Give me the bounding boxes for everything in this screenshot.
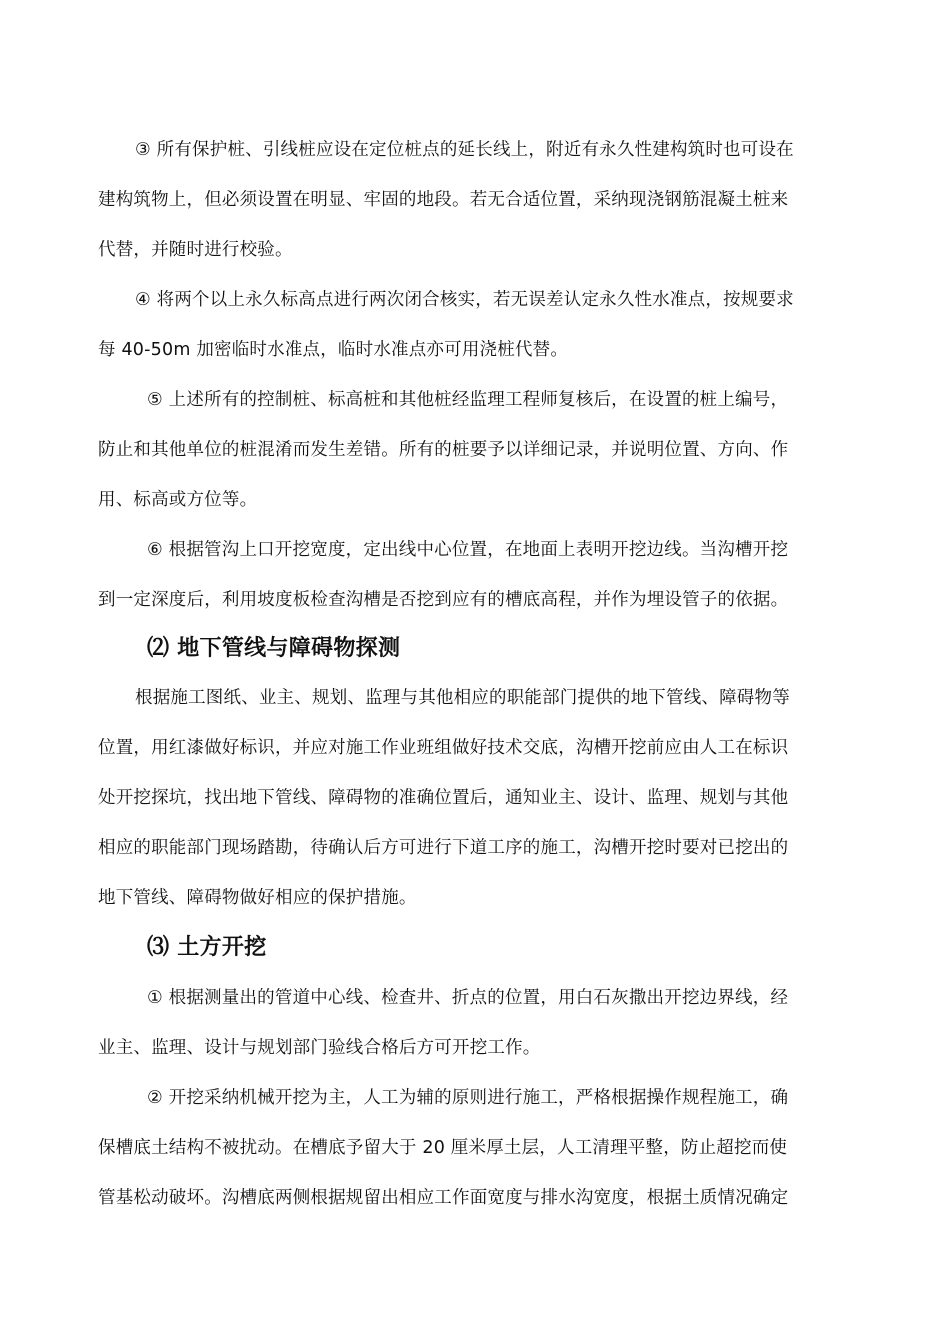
paragraph-line: 到一定深度后，利用坡度板检查沟槽是否挖到应有的槽底高程，并作为埋设管子的依据。 bbox=[98, 590, 789, 610]
paragraph-line: 位置，用红漆做好标识，并应对施工作业班组做好技术交底，沟槽开挖前应由人工在标识 bbox=[98, 738, 789, 758]
paragraph-line: 建构筑物上，但必须设置在明显、牢固的地段。若无合适位置，采纳现浇钢筋混凝土桩来 bbox=[98, 190, 789, 210]
paragraph-line: ⑥ 根据管沟上口开挖宽度，定出线中心位置，在地面上表明开挖边线。当沟槽开挖 bbox=[147, 540, 789, 560]
paragraph-line: 相应的职能部门现场踏勘，待确认后方可进行下道工序的施工，沟槽开挖时要对已挖出的 bbox=[98, 838, 789, 858]
paragraph-line: ⑤ 上述所有的控制桩、标高桩和其他桩经监理工程师复核后，在设置的桩上编号， bbox=[147, 390, 789, 410]
paragraph-line: 代替，并随时进行校验。 bbox=[98, 240, 293, 260]
paragraph-line: 地下管线、障碍物做好相应的保护措施。 bbox=[98, 888, 417, 908]
paragraph-line: 保槽底土结构不被扰动。在槽底予留大于 20 厘米厚土层，人工清理平整，防止超挖而使 bbox=[98, 1138, 788, 1158]
paragraph-line: 根据施工图纸、业主、规划、监理与其他相应的职能部门提供的地下管线、障碍物等 bbox=[135, 688, 790, 708]
paragraph-line: 用、标高或方位等。 bbox=[98, 490, 258, 510]
paragraph-line: ① 根据测量出的管道中心线、检查井、折点的位置，用白石灰撒出开挖边界线，经 bbox=[147, 988, 789, 1008]
paragraph-line: 业主、监理、设计与规划部门验线合格后方可开挖工作。 bbox=[98, 1038, 541, 1058]
section-heading: ⑵ 地下管线与障碍物探测 bbox=[147, 636, 401, 661]
paragraph-line: ④ 将两个以上永久标高点进行两次闭合核实，若无误差认定永久性水准点，按规要求 bbox=[135, 290, 794, 310]
paragraph-line: ③ 所有保护桩、引线桩应设在定位桩点的延长线上，附近有永久性建构筑时也可设在 bbox=[135, 140, 794, 160]
paragraph-line: 处开挖探坑，找出地下管线、障碍物的准确位置后，通知业主、设计、监理、规划与其他 bbox=[98, 788, 789, 808]
paragraph-line: 每 40-50m 加密临时水准点，临时水准点亦可用浇桩代替。 bbox=[98, 340, 569, 360]
paragraph-line: 管基松动破坏。沟槽底两侧根据规留出相应工作面宽度与排水沟宽度，根据土质情况确定 bbox=[98, 1188, 789, 1208]
paragraph-line: ② 开挖采纳机械开挖为主，人工为辅的原则进行施工，严格根据操作规程施工，确 bbox=[147, 1088, 789, 1108]
section-heading: ⑶ 土方开挖 bbox=[147, 935, 267, 960]
paragraph-line: 防止和其他单位的桩混淆而发生差错。所有的桩要予以详细记录，并说明位置、方向、作 bbox=[98, 440, 789, 460]
